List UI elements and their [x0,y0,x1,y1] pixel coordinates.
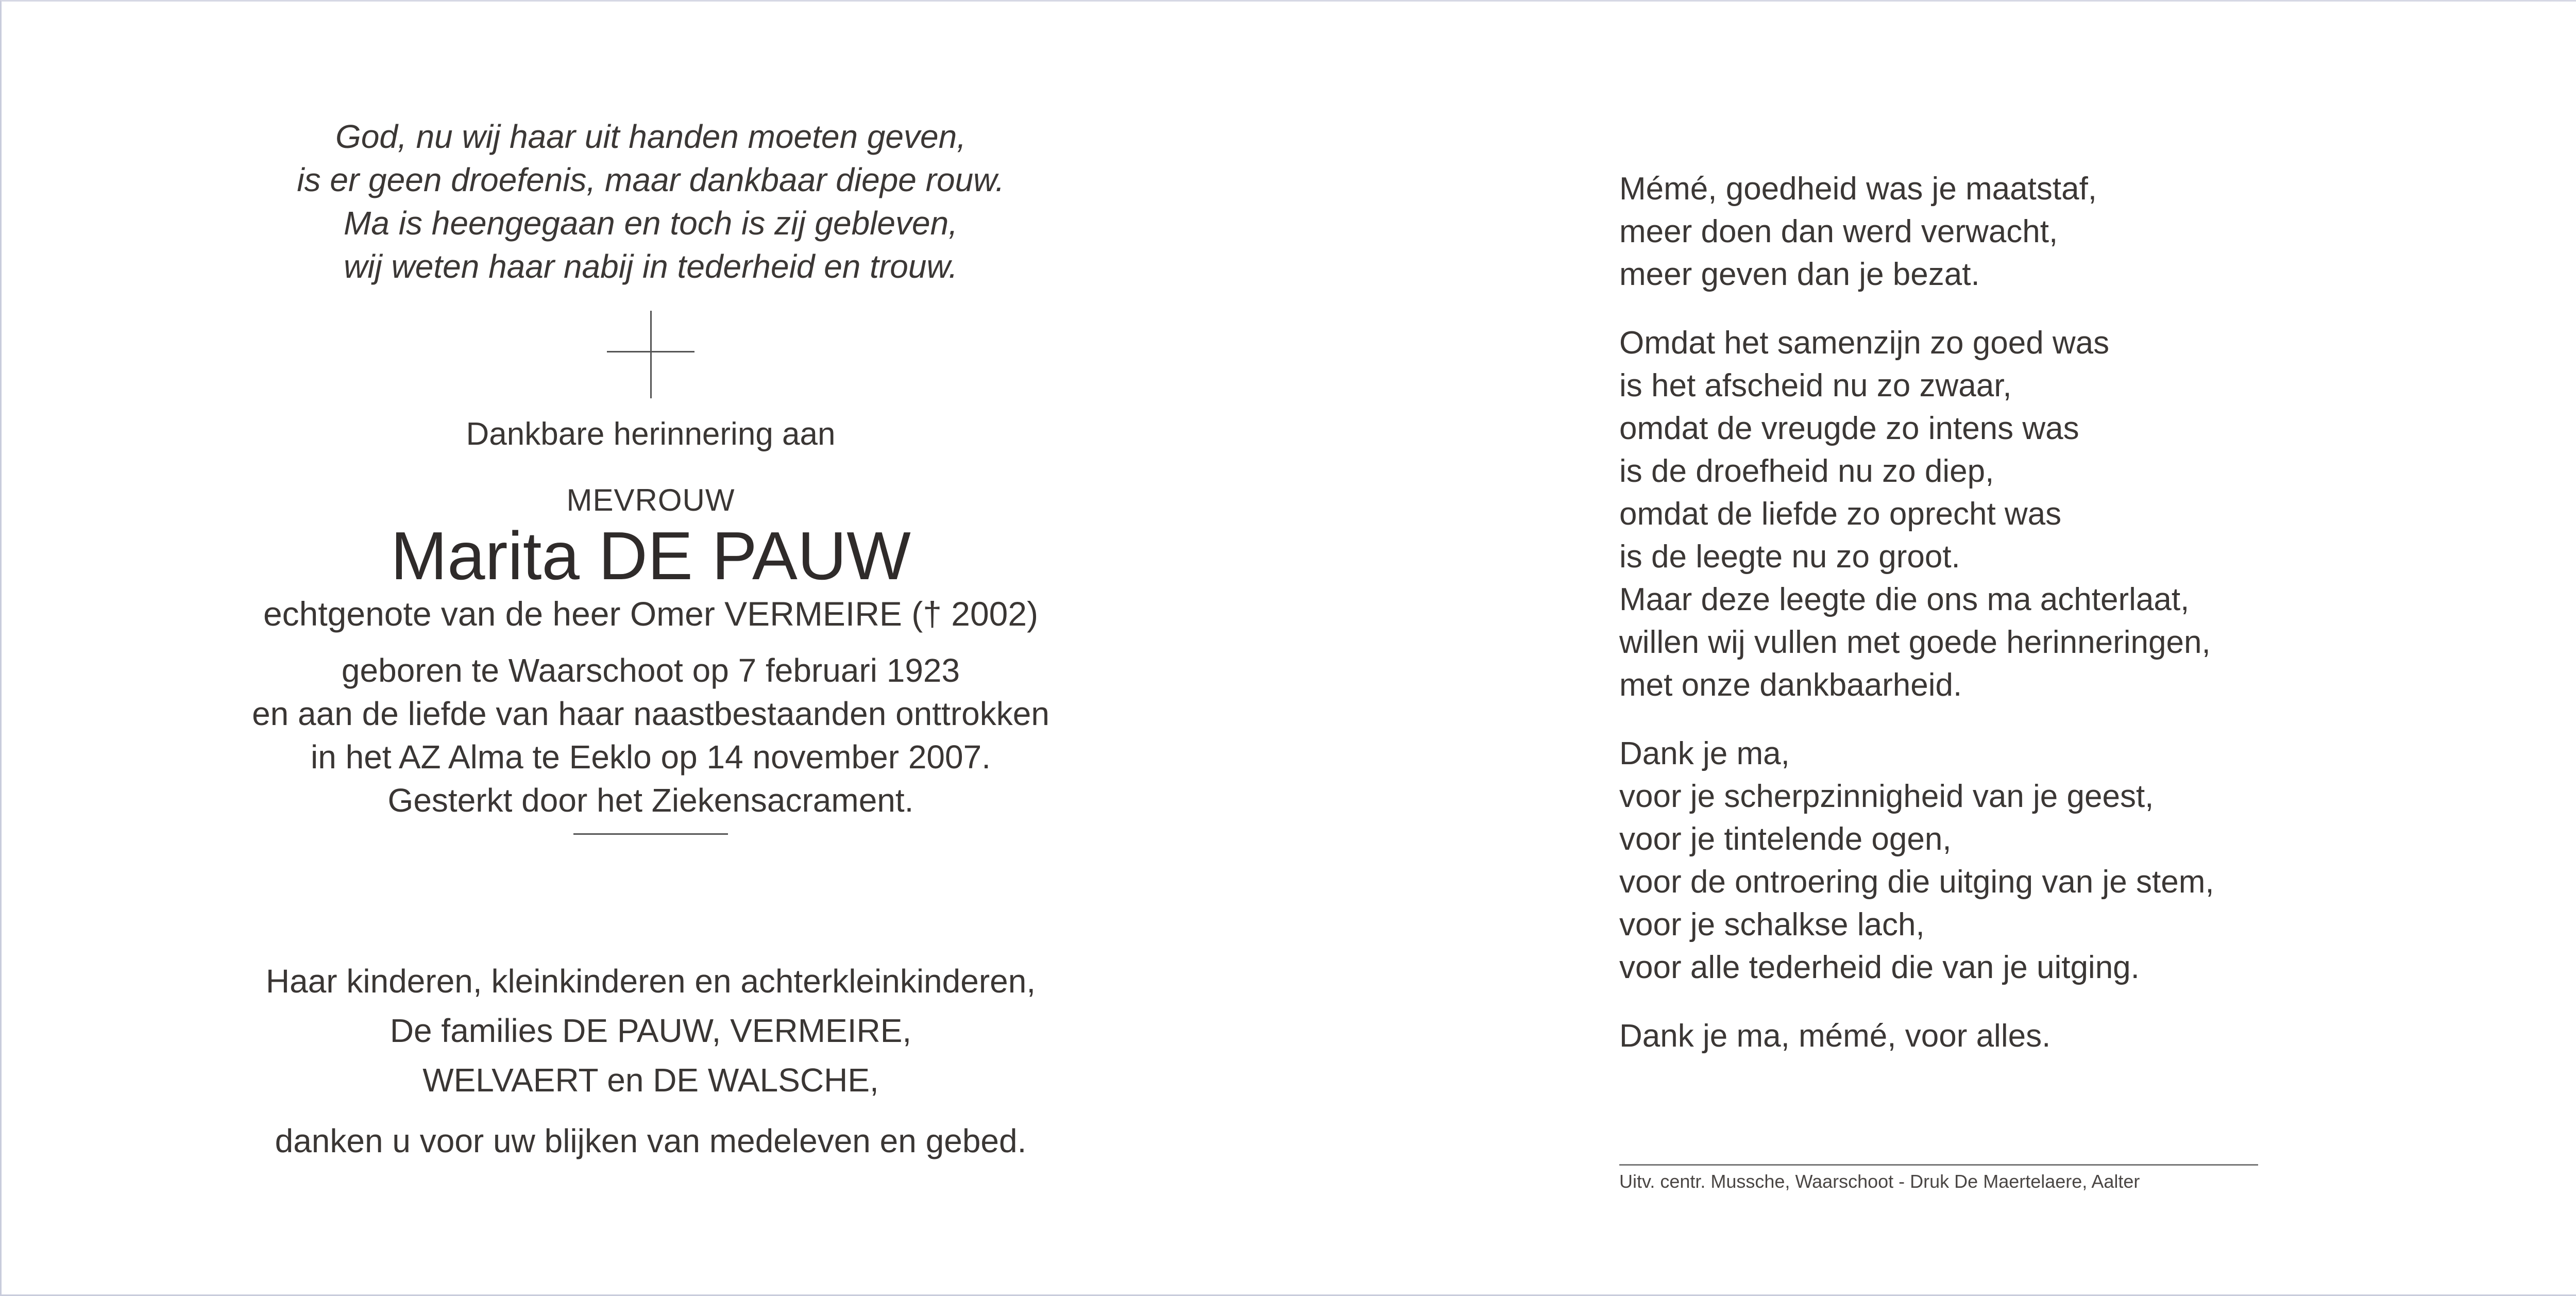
stanza-1 [1619,167,2444,296]
intro-text: Dankbare herinnering aan [466,416,836,452]
stanza-3 [1619,732,2444,989]
deceased-name: Marita DE PAUW [391,518,911,594]
poem-line: Ma is heengegaan en toch is zij gebleven, [344,205,958,242]
stanza-line: meer doen dan werd verwacht, [1619,214,2058,249]
cross-icon [607,311,694,398]
stanza-line: voor de ontroering die uitging van je stem, [1619,864,2214,900]
spouse-line: echtgenote van de heer Omer VERMEIRE († 2002) [263,595,1039,633]
poem-line: God, nu wij haar uit handen moeten geven, [335,118,966,155]
left-panel [187,115,1114,1166]
poem-line: wij weten haar nabij in tederheid en trouw. [344,248,958,285]
opening-poem [187,115,1114,288]
stanza-line: Maar deze leegte die ons ma achterlaat, [1619,582,2190,617]
stanza-line: Mémé, goedheid was je maatstaf, [1619,171,2097,207]
bio-line: Gesterkt door het Ziekensacrament. [387,782,914,819]
stanza-line: is de leegte nu zo groot. [1619,539,1960,575]
stanza-line: Dank je ma, [1619,736,1790,771]
printer-credit: Uitv. centr. Mussche, Waarschoot - Druk De Maertelaere, Aalter [1619,1171,2140,1192]
thanks-line: WELVAERT en DE WALSCHE, [422,1062,879,1099]
right-panel [1619,167,2444,1083]
stanza-line: voor je schalkse lach, [1619,907,1925,942]
bio-line: in het AZ Alma te Eeklo op 14 november 2007. [311,738,991,776]
thanks-line: Haar kinderen, kleinkinderen en achterkleinkinderen, [265,963,1036,1000]
thanks-line: danken u voor uw blijken van medeleven en gebed. [275,1122,1027,1159]
stanza-line: Dank je ma, mémé, voor alles. [1619,1018,2051,1054]
stanza-line: is de droefheid nu zo diep, [1619,453,1994,489]
stanza-line: met onze dankbaarheid. [1619,667,1962,703]
divider [573,833,728,835]
family-thanks [187,956,1114,1166]
stanza-line: omdat de vreugde zo intens was [1619,411,2079,446]
honorific: MEVROUW [566,483,735,517]
bio-line: geboren te Waarschoot op 7 februari 1923 [341,652,960,689]
stanza-line: is het afscheid nu zo zwaar, [1619,368,2012,403]
poem-line: is er geen droefenis, maar dankbaar diepe rouw. [297,161,1005,198]
stanza-line: Omdat het samenzijn zo goed was [1619,325,2110,361]
stanza-line: meer geven dan je bezat. [1619,257,1980,292]
footer-divider [1619,1164,2258,1166]
stanza-line: voor je scherpzinnigheid van je geest, [1619,779,2154,814]
thanks-line: De families DE PAUW, VERMEIRE, [389,1012,912,1049]
stanza-line: omdat de liefde zo oprecht was [1619,496,2062,532]
biography [187,649,1114,822]
stanza-line: voor alle tederheid die van je uitging. [1619,950,2140,985]
stanza-2 [1619,322,2444,706]
stanza-line: voor je tintelende ogen, [1619,821,1952,857]
stanza-4 [1619,1015,2444,1057]
stanza-line: willen wij vullen met goede herinneringen, [1619,625,2211,660]
bio-line: en aan de liefde van haar naastbestaanden onttrokken [252,695,1049,732]
